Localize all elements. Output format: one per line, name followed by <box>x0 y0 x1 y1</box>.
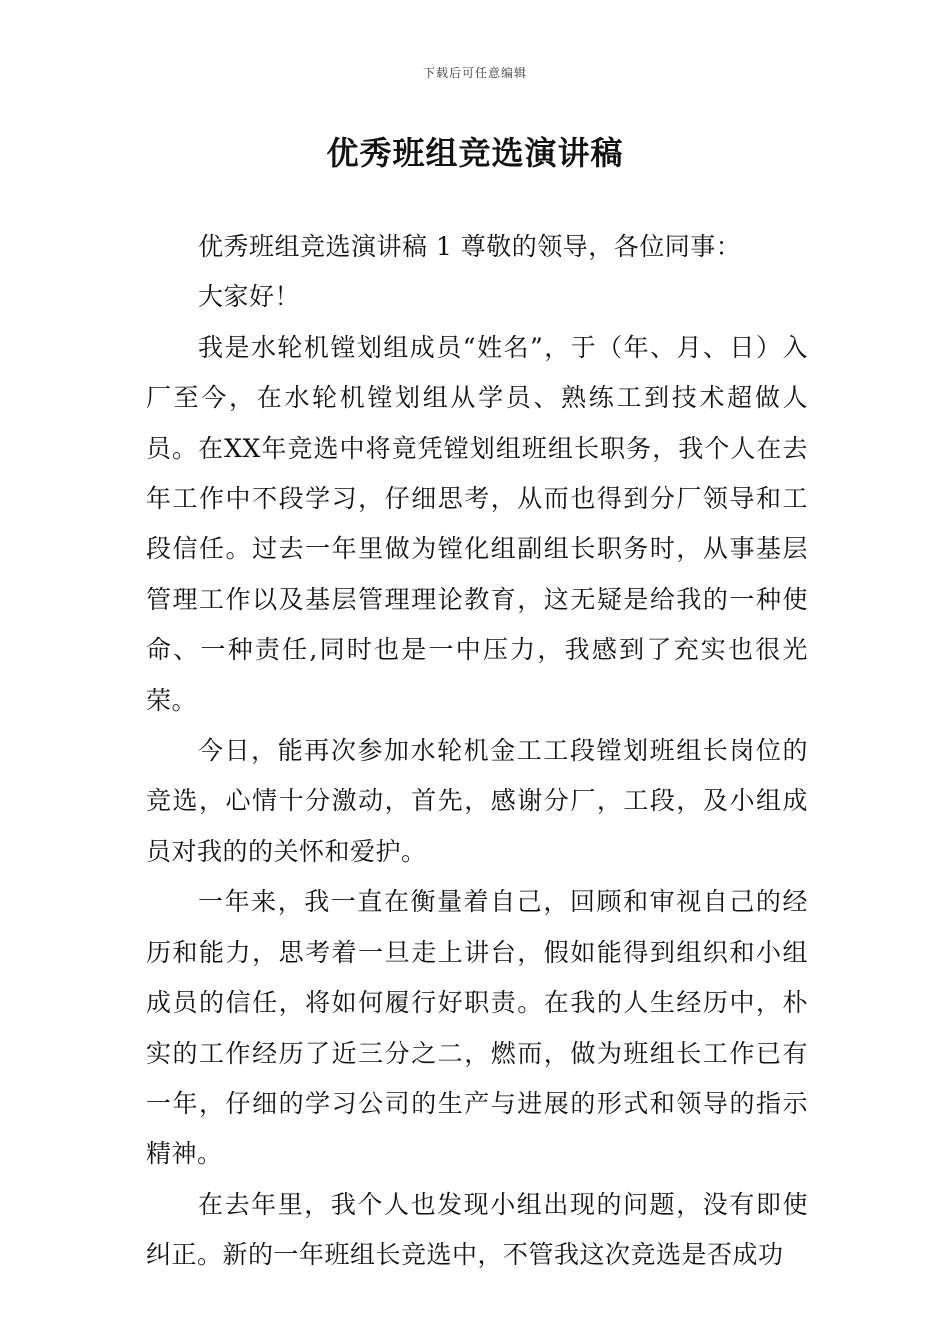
document-body <box>146 222 808 1281</box>
paragraph-introduction: 我是水轮机镗划组成员“姓名”，于（年、月、日）入厂至今，在水轮机镗划组从学员、熟练工到技术超做人员。在XX年竞选中将竟凭镗划组班组长职务，我个人在去年工作中不段学习，仔细思考，从而也得到分厂领导和工段信任。过去一年里做为镗化组副组长职务时，从事基层管理工作以及基层管理理论教育，这无疑是给我的一种使命、一种责任,同时也是一中压力，我感到了充实也很光荣。 <box>146 332 808 715</box>
paragraph-greeting: 大家好！ <box>198 282 301 312</box>
paragraph-reflection: 一年来，我一直在衡量着自己，回顾和审视自己的经历和能力，思考着一旦走上讲台，假如能得到组织和小组成员的信任，将如何履行好职责。在我的人生经历中，朴实的工作经历了近三分之二，燃而，做为班组长工作已有一年，仔细的学习公司的生产与进展的形式和领导的指示精神。 <box>146 887 808 1169</box>
paragraph-gratitude: 今日，能再次参加水轮机金工工段镗划班组长岗位的竞选，心情十分激动，首先，感谢分厂，工段，及小组成员对我的的关怀和爱护。 <box>146 736 808 866</box>
header-note: 下载后可任意编辑 <box>422 66 527 80</box>
paragraph-opening: 优秀班组竞选演讲稿 1 尊敬的领导，各位同事： <box>198 232 742 261</box>
document-title: 优秀班组竞选演讲稿 <box>326 134 624 172</box>
paragraph-problems: 在去年里，我个人也发现小组出现的问题，没有即使纠正。新的一年班组长竞选中，不管我这次竞选是否成功 <box>146 1189 808 1270</box>
